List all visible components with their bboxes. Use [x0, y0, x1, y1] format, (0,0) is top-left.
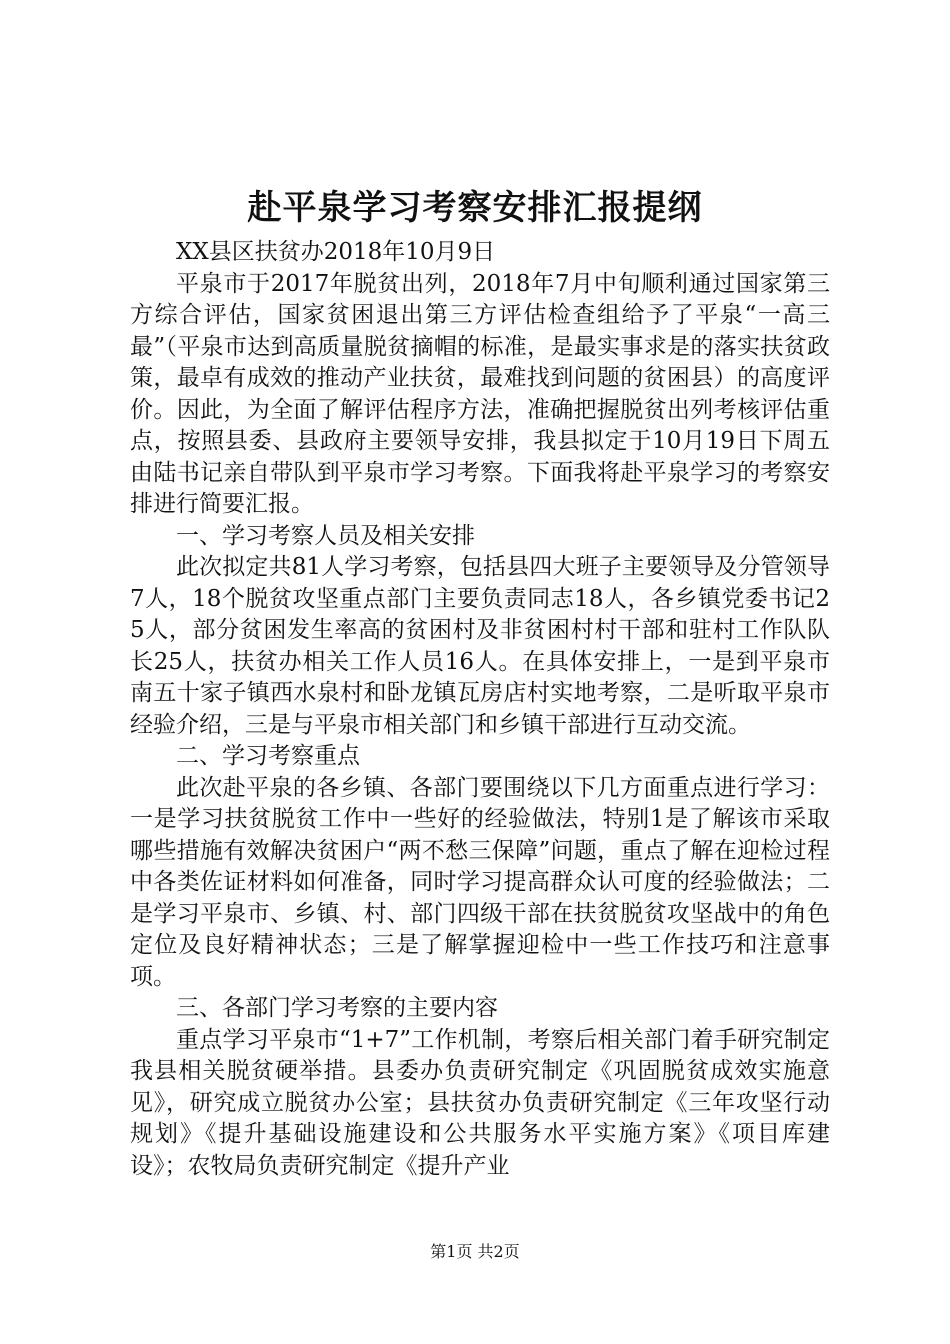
date-line: XX县区扶贫办2018年10月9日 — [176, 239, 496, 265]
section-1-paragraph: 此次拟定共81人学习考察，包括县四大班子主要领导及分管领导7人，18个脱贫攻坚重点部门主要负责同志18人，各乡镇党委书记25人，部分贫困发生率高的贫困村及非贫困村村干部和驻村工作队队长25人，扶贫办相关工作人员16人。在具体安排上，一是到平泉市南五十家子镇西水泉村和卧龙镇瓦房店村实地考察，二是听取平泉市经验介绍，三是与平泉市相关部门和乡镇干部进行互动交流。 — [130, 554, 830, 738]
section-2-paragraph: 此次赴平泉的各乡镇、各部门要围绕以下几方面重点进行学习：一是学习扶贫脱贫工作中一些好的经验做法，特别1是了解该市采取哪些措施有效解决贫困户“两不愁三保障”问题，重点了解在迎检过程中各类佐证材料如何准备，同时学习提高群众认可度的经验做法；二是学习平泉市、乡镇、村、部门四级干部在扶贫脱贫攻坚战中的角色定位及良好精神状态；三是了解掌握迎检中一些工作技巧和注意事项。 — [130, 774, 830, 990]
section-heading-2: 二、学习考察重点 — [176, 743, 360, 769]
section-heading-1: 一、学习考察人员及相关安排 — [176, 522, 475, 549]
document-title: 赴平泉学习考察安排汇报提纲 — [247, 188, 703, 228]
section-3-paragraph: 重点学习平泉市“1+7”工作机制，考察后相关部门着手研究制定我县相关脱贫硬举措。县委办负责研究制定《巩固脱贫成效实施意见》，研究成立脱贫办公室；县扶贫办负责研究制定《三年攻坚行动规划》《提升基础设施建设和公共服务水平实施方案》《项目库建设》；农牧局负责研究制定《提升产业 — [130, 1026, 830, 1179]
page-footer: 第1页 共2页 — [430, 1242, 520, 1261]
document-body — [130, 237, 830, 1182]
intro-paragraph: 平泉市于2017年脱贫出列，2018年7月中旬顺利通过国家第三方综合评估，国家贫困退出第三方评估检查组给予了平泉“一高三最”（平泉市达到高质量脱贫摘帽的标准，是最实事求是的落实扶贫政策，最卓有成效的推动产业扶贫，最难找到问题的贫困县）的高度评价。因此，为全面了解评估程序方法，准确把握脱贫出列考核评估重点，按照县委、县政府主要领导安排，我县拟定于10月19日下周五由陆书记亲自带队到平泉市学习考察。下面我将赴平泉学习的考察安排进行简要汇报。 — [130, 270, 830, 517]
section-heading-3: 三、各部门学习考察的主要内容 — [176, 995, 498, 1021]
